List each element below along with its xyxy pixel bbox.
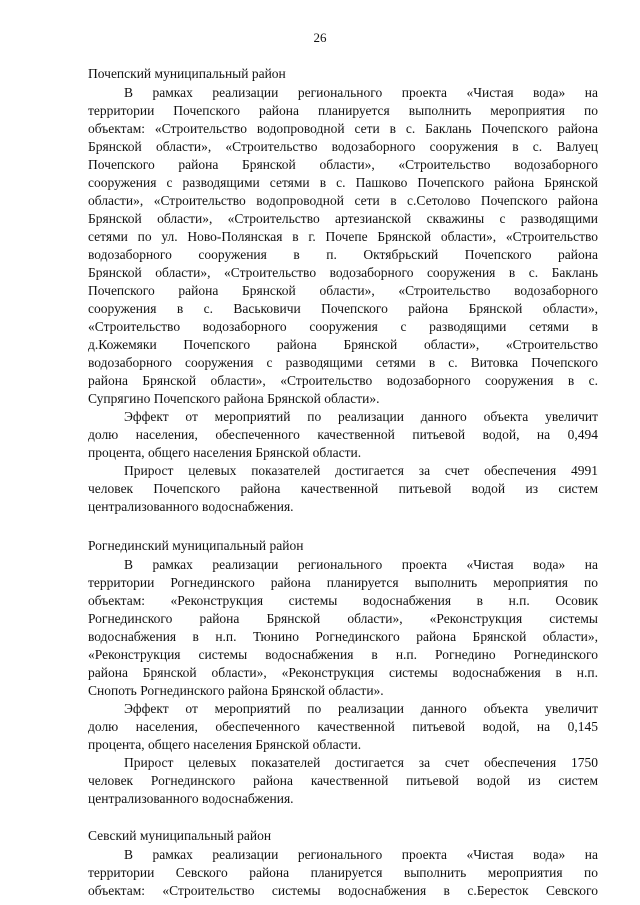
text-line: территории Севского района планируется выполнить мероприятия по bbox=[88, 865, 598, 880]
text-line: района Брянской области», «Реконструкция системы водоснабжения в н.п. bbox=[88, 665, 598, 680]
text-line: Рогнединского района Брянской области», «Реконструкция системы bbox=[88, 611, 598, 626]
text-line: территории Почепского района планируется выполнить мероприятия по bbox=[88, 103, 598, 118]
text-line: процента, общего населения Брянской области. bbox=[88, 737, 362, 752]
text-line: Почепского района Брянской области», «Строительство водозаборного bbox=[88, 283, 598, 298]
text-line: сооружения в с. Васьковичи Почепского района Брянской области», bbox=[88, 301, 598, 316]
text-line: Супрягино Почепского района Брянской области». bbox=[88, 391, 380, 406]
text-line: долю населения, обеспеченного качественной питьевой водой, на 0,145 bbox=[88, 719, 598, 734]
text-line: объектам: «Реконструкция системы водоснабжения в н.п. Осовик bbox=[88, 593, 598, 608]
page-number: 26 bbox=[313, 30, 327, 45]
text-line: «Строительство водозаборного сооружения с разводящими сетями в bbox=[88, 319, 598, 334]
text-line: д.Кожемяки Почепского района Брянской области», «Строительство bbox=[88, 337, 598, 352]
text-line: человек Рогнединского района качественной питьевой водой из систем bbox=[88, 773, 598, 788]
section-title: Севский муниципальный район bbox=[88, 828, 272, 843]
text-line: объектам: «Строительство водопроводной сети в с. Баклань Почепского района bbox=[88, 121, 598, 136]
text-line: водоснабжения в н.п. Тюнино Рогнединского района Брянской области», bbox=[88, 629, 598, 644]
text-line: территории Рогнединского района планируется выполнить мероприятия по bbox=[88, 575, 598, 590]
text-line: объектам: «Строительство системы водоснабжения в с.Бересток Севского bbox=[88, 883, 598, 898]
text-line: долю населения, обеспеченного качественной питьевой водой, на 0,494 bbox=[88, 427, 598, 442]
section-title: Рогнединский муниципальный район bbox=[88, 538, 304, 553]
text-line: централизованного водоснабжения. bbox=[88, 499, 294, 514]
text-line: водозаборного сооружения в п. Октябрьский Почепского района bbox=[88, 247, 598, 262]
text-line: Брянской области», «Строительство водозаборного сооружения в с. Баклань bbox=[88, 265, 598, 280]
text-line: Прирост целевых показателей достигается за счет обеспечения 1750 bbox=[124, 755, 598, 770]
text-line: В рамках реализации регионального проекта «Чистая вода» на bbox=[124, 847, 598, 862]
text-line: Прирост целевых показателей достигается за счет обеспечения 4991 bbox=[124, 463, 598, 478]
text-line: Брянской области», «Строительство артезианской скважины с разводящими bbox=[88, 211, 598, 226]
text-line: централизованного водоснабжения. bbox=[88, 791, 294, 806]
text-line: области», «Строительство водопроводной сети в с.Сетолово Почепского района bbox=[88, 193, 598, 208]
text-line: Брянской области», «Строительство водозаборного сооружения в с. Валуец bbox=[88, 139, 598, 154]
text-line: Эффект от мероприятий по реализации данного объекта увеличит bbox=[124, 701, 598, 716]
text-line: района Брянской области», «Строительство водозаборного сооружения в с. bbox=[88, 373, 598, 388]
text-line: водозаборного сооружения с разводящими сетями в с. Витовка Почепского bbox=[88, 355, 598, 370]
text-line: процента, общего населения Брянской области. bbox=[88, 445, 362, 460]
text-line: В рамках реализации регионального проекта «Чистая вода» на bbox=[124, 557, 598, 572]
text-line: Эффект от мероприятий по реализации данного объекта увеличит bbox=[124, 409, 598, 424]
text-line: сооружения с разводящими сетями в с. Пашково Почепского района Брянской bbox=[88, 175, 598, 190]
section-title: Почепский муниципальный район bbox=[88, 66, 286, 81]
text-line: человек Почепского района качественной питьевой водой из систем bbox=[88, 481, 598, 496]
text-line: Почепского района Брянской области», «Строительство водозаборного bbox=[88, 157, 598, 172]
text-line: сетями по ул. Ново-Полянская в г. Почепе Брянской области», «Строительство bbox=[88, 229, 598, 244]
text-line: «Реконструкция системы водоснабжения в н.п. Рогнедино Рогнединского bbox=[88, 647, 598, 662]
text-line: В рамках реализации регионального проекта «Чистая вода» на bbox=[124, 85, 598, 100]
text-line: Снопоть Рогнединского района Брянской области». bbox=[88, 683, 384, 698]
